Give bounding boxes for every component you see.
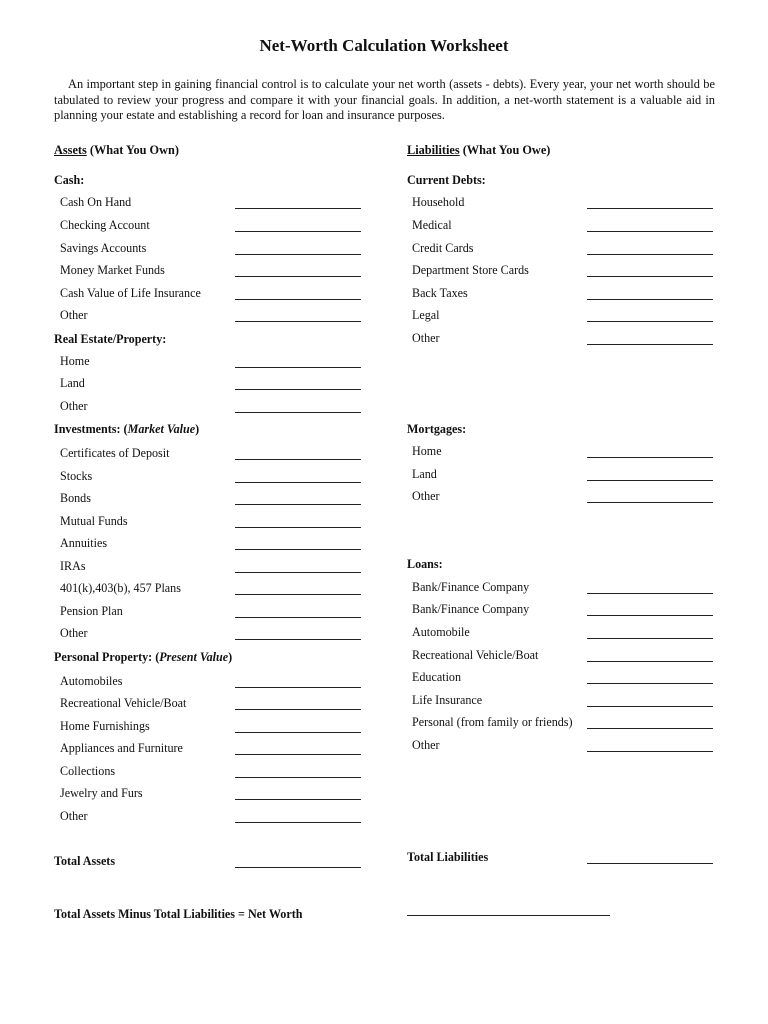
- list-item: Credit Cards: [412, 241, 474, 255]
- list-item: Jewelry and Furs: [60, 786, 143, 800]
- intro-paragraph: An important step in gaining financial control is to calculate your net worth (assets - debts). Every year, your net worth should be tabulated to review your progress and compare it with your financial goals. In addition, a net-worth statement is a valuable aid in planning your estate and establishing a record for loan and insurance purposes.: [54, 77, 715, 122]
- entry-line[interactable]: [235, 709, 361, 710]
- entry-line[interactable]: [587, 728, 713, 729]
- list-item: 401(k),403(b), 457 Plans: [60, 581, 181, 595]
- entry-line[interactable]: [235, 504, 361, 505]
- entry-line[interactable]: [587, 299, 713, 300]
- loans-section-title: Loans:: [407, 557, 443, 571]
- entry-line[interactable]: [235, 367, 361, 368]
- entry-line[interactable]: [587, 480, 713, 481]
- list-item: Other: [412, 738, 440, 752]
- investments-title-prefix: Investments: (: [54, 422, 128, 436]
- total-liabilities-line[interactable]: [587, 863, 713, 864]
- list-item: Annuities: [60, 536, 108, 550]
- personal-title-em: Present Value: [159, 650, 229, 664]
- list-item: Automobile: [412, 625, 470, 639]
- list-item: Department Store Cards: [412, 263, 529, 277]
- list-item: Recreational Vehicle/Boat: [60, 696, 187, 710]
- entry-line[interactable]: [235, 822, 361, 823]
- list-item: Certificates of Deposit: [60, 446, 170, 460]
- list-item: Savings Accounts: [60, 241, 147, 255]
- entry-line[interactable]: [587, 276, 713, 277]
- list-item: Bank/Finance Company: [412, 602, 530, 616]
- list-item: Personal (from family or friends): [412, 715, 573, 729]
- entry-line[interactable]: [235, 732, 361, 733]
- list-item: Medical: [412, 218, 452, 232]
- entry-line[interactable]: [235, 549, 361, 550]
- entry-line[interactable]: [235, 482, 361, 483]
- entry-line[interactable]: [235, 208, 361, 209]
- entry-line[interactable]: [235, 231, 361, 232]
- assets-heading: [54, 143, 179, 158]
- entry-line[interactable]: [587, 706, 713, 707]
- list-item: Other: [60, 399, 88, 413]
- list-item: Other: [60, 809, 88, 823]
- assets-heading-note: (What You Own): [86, 143, 179, 157]
- entry-line[interactable]: [235, 299, 361, 300]
- total-liabilities-label: Total Liabilities: [407, 850, 489, 864]
- entry-line[interactable]: [235, 527, 361, 528]
- entry-line[interactable]: [587, 751, 713, 752]
- list-item: Cash Value of Life Insurance: [60, 286, 201, 300]
- list-item: Collections: [60, 764, 116, 778]
- entry-line[interactable]: [235, 639, 361, 640]
- list-item: Other: [60, 308, 88, 322]
- entry-line[interactable]: [587, 321, 713, 322]
- entry-line[interactable]: [235, 276, 361, 277]
- liabilities-heading: [407, 143, 550, 158]
- list-item: Bank/Finance Company: [412, 580, 530, 594]
- cash-section-title: Cash:: [54, 173, 85, 187]
- list-item: Checking Account: [60, 218, 150, 232]
- entry-line[interactable]: [235, 412, 361, 413]
- entry-line[interactable]: [587, 208, 713, 209]
- entry-line[interactable]: [235, 572, 361, 573]
- list-item: Land: [60, 376, 85, 390]
- total-assets-label: Total Assets: [54, 854, 116, 868]
- list-item: Education: [412, 670, 462, 684]
- list-item: Appliances and Furniture: [60, 741, 183, 755]
- mortgages-section-title: Mortgages:: [407, 422, 467, 436]
- list-item: Household: [412, 195, 465, 209]
- list-item: IRAs: [60, 559, 86, 573]
- investments-section-title: [54, 422, 199, 437]
- entry-line[interactable]: [587, 638, 713, 639]
- entry-line[interactable]: [235, 799, 361, 800]
- list-item: Other: [412, 331, 440, 345]
- list-item: Home Furnishings: [60, 719, 150, 733]
- list-item: Cash On Hand: [60, 195, 132, 209]
- entry-line[interactable]: [587, 615, 713, 616]
- entry-line[interactable]: [587, 254, 713, 255]
- list-item: Life Insurance: [412, 693, 483, 707]
- entry-line[interactable]: [587, 593, 713, 594]
- list-item: Money Market Funds: [60, 263, 165, 277]
- personal-title-suffix: ): [228, 650, 233, 664]
- current-debts-section-title: Current Debts:: [407, 173, 486, 187]
- list-item: Automobiles: [60, 674, 123, 688]
- investments-title-em: Market Value: [127, 422, 196, 436]
- entry-line[interactable]: [587, 231, 713, 232]
- entry-line[interactable]: [235, 777, 361, 778]
- entry-line[interactable]: [235, 389, 361, 390]
- entry-line[interactable]: [235, 321, 361, 322]
- list-item: Land: [412, 467, 437, 481]
- net-worth-line[interactable]: [407, 915, 610, 916]
- entry-line[interactable]: [587, 457, 713, 458]
- personal-property-section-title: [54, 650, 232, 665]
- entry-line[interactable]: [587, 683, 713, 684]
- liabilities-heading-label: Liabilities: [407, 143, 460, 157]
- list-item: Other: [412, 489, 440, 503]
- entry-line[interactable]: [235, 754, 361, 755]
- net-worth-label: Total Assets Minus Total Liabilities = Net Worth: [54, 907, 303, 921]
- list-item: Home: [60, 354, 90, 368]
- entry-line[interactable]: [587, 502, 713, 503]
- list-item: Back Taxes: [412, 286, 468, 300]
- real-estate-section-title: Real Estate/Property:: [54, 332, 167, 346]
- entry-line[interactable]: [235, 254, 361, 255]
- liabilities-heading-note: (What You Owe): [459, 143, 551, 157]
- assets-heading-label: Assets: [54, 143, 87, 157]
- personal-title-prefix: Personal Property: (: [54, 650, 160, 664]
- list-item: Other: [60, 626, 88, 640]
- list-item: Recreational Vehicle/Boat: [412, 648, 539, 662]
- list-item: Bonds: [60, 491, 91, 505]
- entry-line[interactable]: [235, 594, 361, 595]
- list-item: Legal: [412, 308, 440, 322]
- entry-line[interactable]: [235, 617, 361, 618]
- list-item: Mutual Funds: [60, 514, 128, 528]
- investments-title-suffix: ): [195, 422, 200, 436]
- entry-line[interactable]: [235, 687, 361, 688]
- list-item: Pension Plan: [60, 604, 123, 618]
- list-item: Home: [412, 444, 442, 458]
- page-title: Net-Worth Calculation Worksheet: [259, 36, 509, 55]
- entry-line[interactable]: [587, 661, 713, 662]
- entry-line[interactable]: [587, 344, 713, 345]
- total-assets-line[interactable]: [235, 867, 361, 868]
- entry-line[interactable]: [235, 459, 361, 460]
- list-item: Stocks: [60, 469, 93, 483]
